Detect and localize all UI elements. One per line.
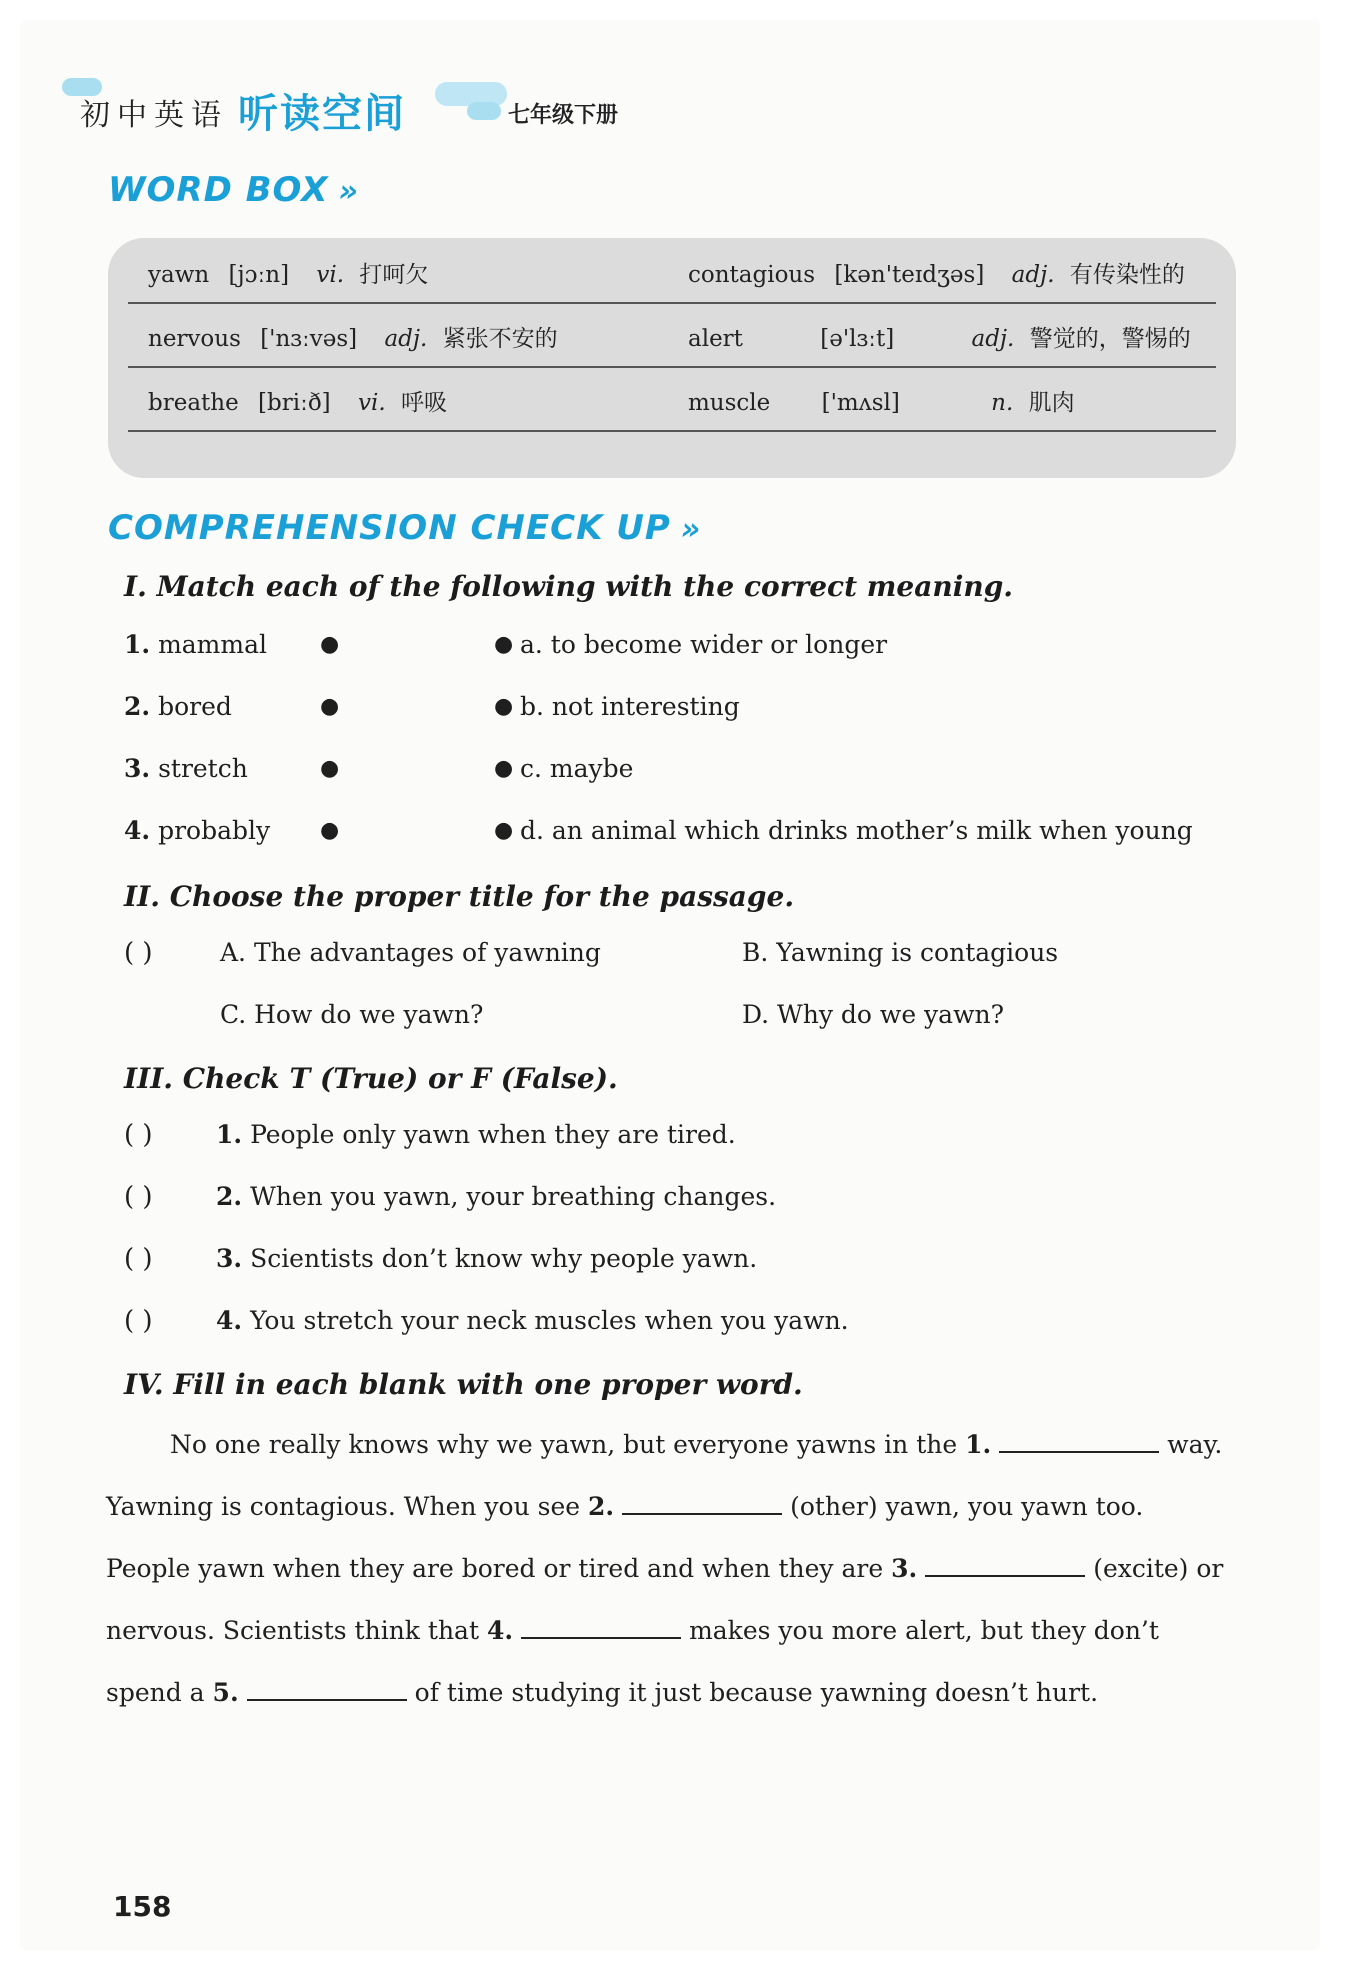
part1-heading: I. Match each of the following with the correct meaning. [124,570,1014,603]
double-chevron-icon: » [338,174,359,209]
passage-text: spend a [106,1678,205,1707]
tf-item [216,1120,736,1149]
part-of-speech: adj. [971,326,1015,352]
blank-number: 2. [588,1492,615,1521]
part-of-speech: adj. [1011,262,1055,288]
meaning: 肌肉 [1028,390,1075,416]
word-entry [148,256,428,289]
answer-blank[interactable]: ( ) [124,938,153,968]
brand-logo: 听读空间 [238,91,406,137]
blank-number: 4. [486,1616,514,1645]
tf-statement: Scientists don’t know why people yawn. [250,1244,758,1273]
word-box-title-text: WORD BOX [108,170,329,210]
passage-text: No one really knows why we yawn, but everyone yawns in the [170,1430,958,1459]
match-dot-left[interactable]: ● [320,818,340,843]
meaning: 紧张不安的 [442,326,558,352]
word: yawn [148,262,210,288]
item-number: 3. [216,1244,243,1273]
phonetic: [kən'teɪdʒəs] [834,262,985,288]
item-number: 4. [216,1306,243,1335]
tf-statement: People only yawn when they are tired. [250,1120,736,1149]
fill-blank-1[interactable] [999,1450,1159,1453]
answer-blank[interactable]: ( ) [124,1244,153,1274]
page-header [80,90,780,146]
match-item [124,754,248,783]
double-chevron-icon: » [680,512,702,547]
word: nervous [148,326,241,352]
match-meaning: a. to become wider or longer [520,630,888,659]
meaning: 呼吸 [400,390,447,416]
fill-blank-3[interactable] [925,1574,1085,1577]
match-item [124,692,232,721]
blank-number: 5. [212,1678,239,1707]
fill-blank-2[interactable] [622,1512,782,1515]
match-item [124,816,270,845]
fill-blank-4[interactable] [521,1636,681,1639]
word-entry [148,320,558,353]
grade-label: 七年级下册 [508,103,619,128]
tf-statement: When you yawn, your breathing changes. [250,1182,777,1211]
answer-blank[interactable]: ( ) [124,1120,153,1150]
item-number: 2. [124,692,151,721]
part-of-speech: vi. [357,390,386,416]
word-box-row [128,366,1216,432]
option-b: B. Yawning is contagious [742,938,1059,967]
part2-heading: II. Choose the proper title for the passage. [124,880,795,913]
fill-blank-5[interactable] [247,1698,407,1701]
match-meaning: c. maybe [520,754,634,783]
passage-line [106,1492,1143,1521]
answer-blank[interactable]: ( ) [124,1306,153,1336]
item-number: 4. [124,816,151,845]
match-word: mammal [158,630,267,659]
option-c: C. How do we yawn? [220,1000,484,1029]
word-entry [148,384,447,417]
part-of-speech: adj. [384,326,428,352]
part4-heading: IV. Fill in each blank with one proper word. [124,1368,803,1401]
passage-line [106,1554,1223,1583]
part3-heading: III. Check T (True) or F (False). [124,1062,618,1095]
tf-statement: You stretch your neck muscles when you yawn. [250,1306,849,1335]
match-dot-left[interactable]: ● [320,756,340,781]
word: alert [688,326,743,352]
match-word: probably [158,816,271,845]
tf-item [216,1244,757,1273]
match-word: stretch [158,754,248,783]
item-number: 1. [216,1120,243,1149]
word: muscle [688,390,771,416]
comprehension-title [108,508,701,548]
passage-text: (other) yawn, you yawn too. [790,1492,1144,1521]
blank-number: 3. [891,1554,918,1583]
blank-number: 1. [965,1430,992,1459]
comprehension-title-text: COMPREHENSION CHECK UP [108,508,671,548]
answer-blank[interactable]: ( ) [124,1182,153,1212]
passage-text: People yawn when they are bored or tired and when they are [106,1554,884,1583]
part-of-speech: vi. [316,262,345,288]
meaning: 有传染性的 [1069,262,1185,288]
tf-item [216,1182,776,1211]
phonetic: [ə'lɜːt] [820,326,895,352]
meaning: 打呵欠 [359,262,429,288]
word-box-row [128,302,1216,368]
match-dot-right[interactable]: ● [494,632,514,657]
match-dot-left[interactable]: ● [320,632,340,657]
word: breathe [148,390,239,416]
word-box [108,238,1236,478]
passage-line [106,1678,1098,1707]
word-entry [688,320,1191,353]
word-entry [688,256,1185,289]
word-entry [688,384,1075,417]
passage-text: Yawning is contagious. When you see [106,1492,581,1521]
match-dot-right[interactable]: ● [494,756,514,781]
item-number: 2. [216,1182,243,1211]
grade-cloud-icon [467,102,501,120]
option-a: A. The advantages of yawning [220,938,601,967]
passage-text: nervous. Scientists think that [106,1616,479,1645]
item-number: 3. [124,754,151,783]
word-box-title [108,170,359,210]
item-number: 1. [124,630,151,659]
book-series: 初中英语 [80,98,228,133]
match-word: bored [158,692,232,721]
word-box-row [128,238,1216,304]
phonetic: ['nɜːvəs] [260,326,358,352]
option-d: D. Why do we yawn? [742,1000,1004,1029]
phonetic: ['mʌsl] [821,390,900,416]
word: contagious [688,262,816,288]
phonetic: [jɔːn] [228,262,290,288]
meaning: 警觉的，警惕的 [1029,326,1191,352]
match-meaning: d. an animal which drinks mother’s milk when young [520,816,1193,845]
passage-text: makes you more alert, but they don’t [689,1616,1159,1645]
match-dot-right[interactable]: ● [494,694,514,719]
match-dot-right[interactable]: ● [494,818,514,843]
match-dot-left[interactable]: ● [320,694,340,719]
page-number: 158 [113,1890,172,1923]
part-of-speech: n. [991,390,1014,416]
match-meaning: b. not interesting [520,692,740,721]
passage-line [170,1430,1222,1459]
page [20,20,1320,1950]
tf-item [216,1306,849,1335]
passage-text: way. [1167,1430,1223,1459]
passage-line [106,1616,1159,1645]
passage-text: of time studying it just because yawning doesn’t hurt. [414,1678,1099,1707]
phonetic: [briːð] [258,390,331,416]
match-item [124,630,267,659]
passage-text: (excite) or [1093,1554,1224,1583]
